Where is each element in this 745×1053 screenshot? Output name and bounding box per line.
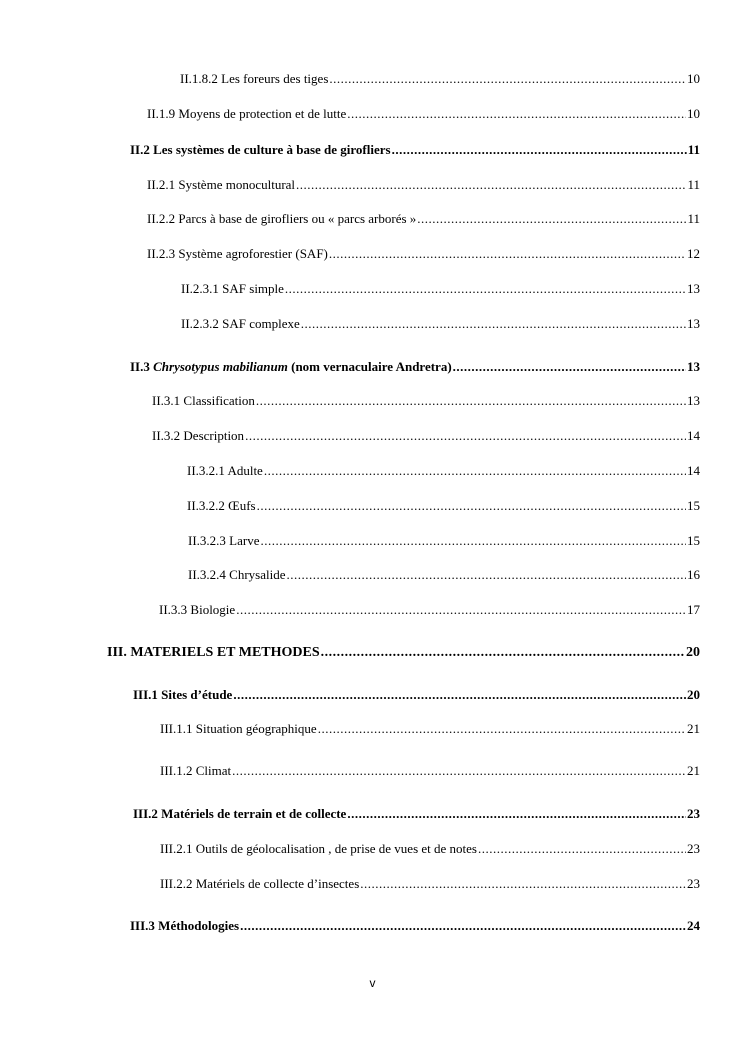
dot-leader [347, 806, 686, 820]
toc-entry-page: 17 [687, 602, 700, 617]
toc-entry-page: 11 [687, 142, 700, 157]
toc-entry-title: II.2.3.2 SAF complexe [181, 316, 300, 331]
dot-leader [321, 645, 685, 660]
toc-entry-title [130, 359, 452, 375]
toc-entry [147, 211, 700, 227]
toc-entry-page: 23 [687, 806, 700, 821]
toc-entry [187, 498, 700, 514]
species-name: Chrysotypus mabilianum [153, 359, 288, 374]
dot-leader [260, 533, 686, 547]
toc-entry-page: 13 [687, 393, 700, 408]
toc-entry-title: II.3.2.3 Larve [188, 533, 260, 548]
toc-entry [147, 106, 700, 122]
toc-entry-title: II.1.8.2 Les foreurs des tiges [180, 71, 329, 86]
dot-leader [453, 359, 686, 373]
toc-entry-page: 10 [687, 71, 700, 86]
toc-entry [180, 71, 700, 87]
toc-entry [130, 918, 700, 934]
toc-entry-title: III.2 Matériels de terrain et de collecte [133, 806, 347, 821]
dot-leader [264, 463, 686, 477]
dot-leader [240, 918, 686, 932]
toc-entry [188, 533, 700, 549]
dot-leader [285, 281, 686, 295]
toc-entry [181, 281, 700, 297]
toc-entry-page: 15 [687, 533, 700, 548]
dot-leader [301, 316, 686, 330]
toc-entry-page: 12 [687, 246, 700, 261]
toc-entry-title: II.1.9 Moyens de protection et de lutte [147, 106, 347, 121]
toc-entry-page: 20 [687, 687, 700, 702]
toc-entry-title: III. MATERIELS ET METHODES [107, 645, 320, 660]
dot-leader [245, 428, 686, 442]
toc-entry-page: 16 [687, 567, 700, 582]
toc-entry [107, 645, 700, 661]
toc-entry-title: III.2.1 Outils de géolocalisation , de prise de vues et de notes [160, 841, 477, 856]
toc-entry-page: 24 [687, 918, 700, 933]
dot-leader [296, 177, 686, 191]
page-number: v [369, 976, 376, 990]
toc-entry [160, 721, 700, 737]
toc-entry-page: 13 [687, 359, 700, 374]
toc-entry-title: III.1.1 Situation géographique [160, 721, 317, 736]
toc-entry [147, 246, 700, 262]
dot-leader [417, 211, 686, 225]
toc-entry-title: II.2.3.1 SAF simple [181, 281, 284, 296]
toc-entry-title: II.3.2.1 Adulte [187, 463, 263, 478]
toc-entry-title: II.3.2 Description [152, 428, 245, 443]
toc-entry-title: II.3.2.4 Chrysalide [188, 567, 286, 582]
toc-entry [152, 428, 700, 444]
toc-entry-page: 15 [687, 498, 700, 513]
toc-entry-title: II.3.3 Biologie [159, 602, 236, 617]
dot-leader [318, 721, 686, 735]
dot-leader [257, 498, 686, 512]
toc-entry [188, 567, 700, 583]
toc-entry-title: III.3 Méthodologies [130, 918, 240, 933]
dot-leader [360, 876, 686, 890]
toc-entry-prefix: II.3 [130, 359, 154, 374]
toc-entry-page: 23 [687, 841, 700, 856]
toc-entry [147, 177, 700, 193]
toc-entry-page: 23 [687, 876, 700, 891]
toc-entry-page: 14 [687, 428, 700, 443]
toc-entry-title: II.3.1 Classification [152, 393, 255, 408]
dot-leader [232, 763, 686, 777]
toc-entry-page: 20 [686, 645, 700, 660]
toc-entry [160, 876, 700, 892]
dot-leader [329, 246, 686, 260]
toc-entry [130, 359, 700, 375]
toc-entry-page: 21 [687, 721, 700, 736]
dot-leader [233, 687, 686, 701]
toc-entry [130, 142, 700, 158]
toc-entry-page: 13 [687, 281, 700, 296]
toc-entry-title: II.3.2.2 Œufs [187, 498, 256, 513]
toc-entry [133, 687, 700, 703]
toc-entry-page: 11 [687, 211, 700, 226]
toc-entry-title: III.2.2 Matériels de collecte d’insectes [160, 876, 360, 891]
toc-entry-title: II.2.1 Système monocultural [147, 177, 296, 192]
dot-leader [236, 602, 686, 616]
toc-entry-title: III.1 Sites d’étude [133, 687, 233, 702]
toc-entry [160, 841, 700, 857]
toc-entry-page: 21 [687, 763, 700, 778]
dot-leader [329, 71, 686, 85]
toc-entry-title: II.2.2 Parcs à base de girofliers ou « parcs arborés » [147, 211, 417, 226]
dot-leader [347, 106, 686, 120]
toc-entry [133, 806, 700, 822]
toc-entry [160, 763, 700, 779]
toc-entry-suffix: (nom vernaculaire Andretra) [287, 359, 452, 374]
toc-entry-title: III.1.2 Climat [160, 763, 232, 778]
toc-entry [159, 602, 700, 618]
toc-entry [181, 316, 700, 332]
toc-entry [187, 463, 700, 479]
toc-entry-page: 14 [687, 463, 700, 478]
dot-leader [256, 393, 686, 407]
toc-entry-title: II.2 Les systèmes de culture à base de girofliers [130, 142, 391, 157]
toc-entry-page: 10 [687, 106, 700, 121]
toc-entry-page: 13 [687, 316, 700, 331]
toc-entry-page: 11 [687, 177, 700, 192]
dot-leader [286, 567, 686, 581]
toc-entry [152, 393, 700, 409]
dot-leader [392, 142, 687, 156]
toc-entry-title: II.2.3 Système agroforestier (SAF) [147, 246, 328, 261]
dot-leader [478, 841, 686, 855]
